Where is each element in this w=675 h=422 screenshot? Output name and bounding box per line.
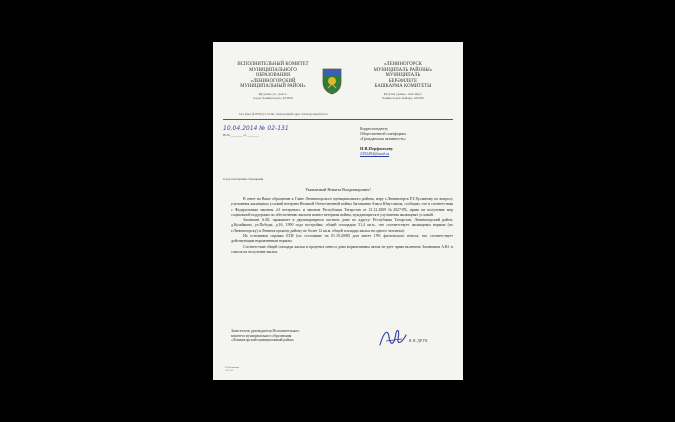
reference-number: На № ________ от ________ — [223, 133, 260, 137]
executor-name: Е.Л.Романова — [225, 366, 239, 369]
letterhead-right-line: БАШКАРМА КОМИТЕТЫ — [374, 84, 432, 90]
letterhead-left-line: МУНИЦИПАЛЬНЫЙ РАЙОН» — [240, 84, 306, 90]
outgoing-date-number: 10.04.2014 № 02-131 — [223, 125, 289, 132]
signatory-line: Заместитель руководителя Исполнительного — [231, 329, 300, 333]
recipient-line: Общественной платформы — [360, 131, 406, 137]
letterhead-left-address: Кутузова ул., дом 1, — [258, 91, 288, 96]
letterhead-right — [353, 62, 453, 100]
letterhead-right-line: МУНИЦИПАЛЬ — [385, 73, 421, 79]
letterhead-left-line: МУНИЦИПАЛЬНОГО — [249, 67, 297, 73]
body-paragraph: Соответствие общей площади жилья и процента износа дома нормативным актам не дает права включить Заганшина А.Ю. в список на получение жилья. — [231, 244, 453, 254]
letterhead-left-line: ИСПОЛНИТЕЛЬНЫЙ КОМИТЕТ — [237, 62, 309, 67]
salutation: Уважаемый Никита Владимирович! — [305, 187, 371, 192]
executor-note — [225, 366, 239, 372]
letterhead-right-line: МУНИЦИПАЛЬ РАЙОНЫ» — [373, 67, 433, 73]
signatory-title — [231, 329, 351, 343]
signer-name: В.В.ДРУК — [409, 339, 429, 343]
letterhead-left-city: город Лениногорск, 423250 — [253, 95, 293, 100]
contact-line: Тел. факс (8-85595) 5-10-60. Электронный адрес: leninogorsk@tatar.ru — [239, 112, 328, 116]
recipient-line: Корреспонденту — [360, 126, 389, 131]
letter-body — [231, 197, 453, 255]
letterhead-right-address: Кутузов урамы, 1нче йорт, — [383, 91, 423, 96]
letter-page — [213, 42, 463, 380]
body-paragraph: На основании справки БТИ (по состоянию на 01.10.2008) дом имеет 19% физического износа, что соответствует действующим нормативным нормам. — [231, 234, 453, 244]
header-divider — [223, 119, 453, 120]
letterhead-right-city: Лениногорск шәһәре, 423250 — [381, 95, 425, 100]
handwritten-signature-icon — [376, 327, 410, 349]
executor-phone: 5-27-54 — [225, 369, 233, 372]
letterhead-right-line: «ЛЕНИНОГОРСК — [383, 62, 423, 67]
body-paragraph: Заганшин А.Ю. проживает в двухквартирном частном доме по адресу: Республика Татарстан, Лениногорский район, д.Кузайкино, ул.Победы, д.16, 1990 года постройки, общей площадью 51,4 кв.м., что соответствует жилищным нормам (по г.Лениногорску) и Лениногорскому району не более 12 кв.м. общей площади жилья на одного человека). — [231, 218, 453, 233]
signatory-line: комитета муниципального образования — [231, 333, 292, 338]
letterhead-left-line: «ЛЕНИНОГОРСКИЙ — [250, 78, 296, 84]
letterhead-right-line: БЕРӘМЛЕГЕ — [388, 78, 418, 84]
body-paragraph: В ответ на Ваше обращение к Главе Лениногорского муниципального района, мэру г.Лениногорск Р.Г.Хусаинову по вопросу улучшения жилищных условий ветерана Великой Отечественной войны Заганшина Анаса Юнусовича, сообщаю, что в соответствии с Федеральным законом «О ветеранах» и законом Республики Татарстан от 21.12.2009 №2027-РБ, право на получение мер социальной поддержки по обеспечению жильем имеют ветераны войны, нуждающиеся в улучшении жилищных условий. — [231, 197, 453, 217]
recipient-line: «Гражданская активность» — [360, 136, 406, 142]
letterhead-left-line: ОБРАЗОВАНИЯ — [255, 73, 291, 79]
signatory-line: «Лениногорский муниципальный район» — [231, 338, 295, 343]
recipient-block — [360, 126, 460, 156]
letter-subject: О рассмотрении обращения — [223, 177, 264, 181]
coat-of-arms-icon — [320, 66, 344, 96]
recipient-email: 2392494@mail.ru — [360, 150, 390, 156]
letterhead-left — [225, 62, 321, 100]
recipient-name: Н.В.Перфильеву — [360, 145, 394, 151]
